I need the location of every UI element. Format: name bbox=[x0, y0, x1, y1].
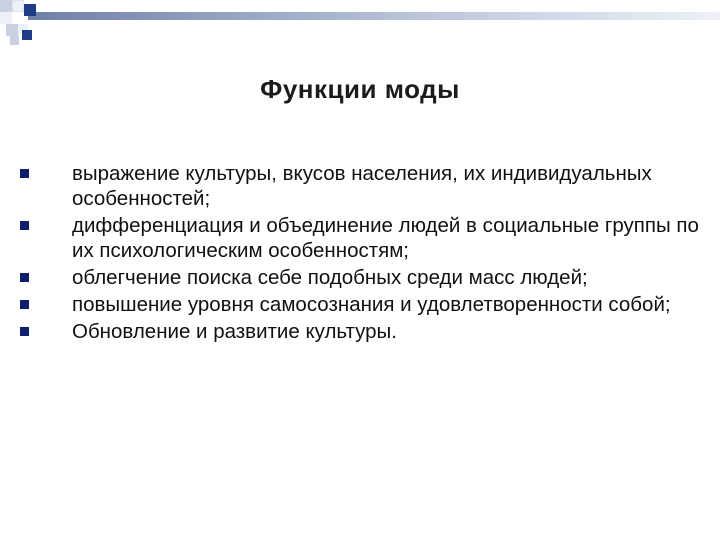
bullet-text: дифференциация и объединение людей в социальные группы по их психологическим особенностям; bbox=[72, 214, 699, 262]
bullet-item bbox=[20, 319, 700, 344]
bullet-text: выражение культуры, вкусов населения, их индивидуальных особенностей; bbox=[72, 162, 652, 210]
square-bullet-icon bbox=[20, 169, 29, 178]
top-gradient-band bbox=[28, 12, 720, 20]
bullet-item bbox=[20, 265, 700, 290]
bullet-item bbox=[20, 161, 700, 211]
square-bullet-icon bbox=[20, 300, 29, 309]
decor-square bbox=[12, 0, 24, 12]
decor-square bbox=[0, 0, 12, 12]
corner-decoration bbox=[0, 0, 720, 50]
square-bullet-icon bbox=[20, 327, 29, 336]
decor-square bbox=[12, 12, 24, 24]
decor-square bbox=[6, 24, 18, 36]
bullet-text: повышение уровня самосознания и удовлетворенности собой; bbox=[72, 293, 671, 316]
decor-square bbox=[22, 30, 32, 40]
decor-square bbox=[10, 36, 19, 45]
square-bullet-icon bbox=[20, 221, 29, 230]
bullet-text: облегчение поиска себе подобных среди масс людей; bbox=[72, 266, 588, 289]
bullet-item bbox=[20, 292, 700, 317]
decor-square bbox=[0, 12, 12, 24]
bullet-list bbox=[20, 161, 700, 346]
square-bullet-icon bbox=[20, 273, 29, 282]
bullet-item bbox=[20, 213, 700, 263]
decor-square bbox=[24, 4, 36, 16]
bullet-text: Обновление и развитие культуры. bbox=[72, 320, 397, 343]
slide-title: Функции моды bbox=[260, 74, 460, 104]
